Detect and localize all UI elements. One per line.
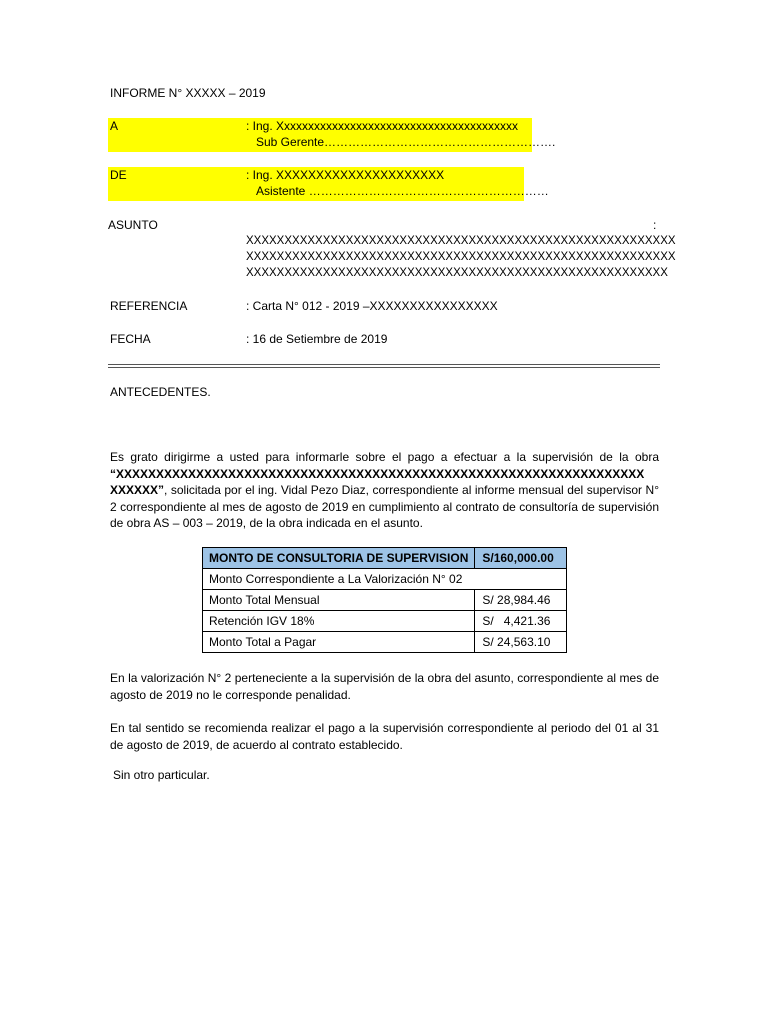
subject-line-1: XXXXXXXXXXXXXXXXXXXXXXXXXXXXXXXXXXXXXXXXXXXXXXXXXXXXXXXX	[246, 235, 676, 247]
reference-label: REFERENCIA	[110, 299, 188, 313]
from-line1: : Ing. XXXXXXXXXXXXXXXXXXXXX	[246, 168, 445, 182]
subject-line-3: XXXXXXXXXXXXXXXXXXXXXXXXXXXXXXXXXXXXXXXXXXXXXXXXXXXXXXX	[246, 267, 668, 279]
from-line2: Asistente ……………………………………………………	[256, 184, 549, 198]
table-header-value: S/160,000.00	[475, 548, 567, 569]
subject-label: ASUNTO	[108, 218, 158, 232]
to-line2: Sub Gerente………………………………………………….	[256, 135, 556, 149]
to-label: A	[110, 119, 119, 133]
table-subtitle: Monto Correspondiente a La Valorización N° 02	[203, 569, 567, 590]
paragraph-antecedentes	[110, 449, 659, 532]
divider-rule-bottom	[108, 367, 660, 368]
paragraph-penalty: En la valorización N° 2 perteneciente a la supervisión de la obra del asunto, correspondiente al mes de agosto de 2019 no le corresponde penalidad.	[110, 671, 659, 702]
table-subtitle-row	[203, 569, 567, 590]
report-title: INFORME N° XXXXX – 2019	[110, 86, 266, 100]
table-row-label: Monto Total Mensual	[203, 590, 475, 611]
para1-rest: , solicitada por el ing. Vidal Pezo Diaz, correspondiente al informe mensual del supervisor N° 2 correspondiente al mes de agosto de 2019 en cumplimiento al contrato de consultoría de supervisión de obra AS – 003 – 2019, de la obra indicada en el asunto.	[110, 483, 659, 530]
table-row-label: Retención IGV 18%	[203, 611, 475, 632]
section-heading: ANTECEDENTES.	[110, 385, 211, 399]
subject-line-2: XXXXXXXXXXXXXXXXXXXXXXXXXXXXXXXXXXXXXXXXXXXXXXXXXXXXXXXX	[246, 251, 676, 263]
table-row	[203, 611, 567, 632]
to-line1: : Ing. Xxxxxxxxxxxxxxxxxxxxxxxxxxxxxxxxxxxxxxxx	[246, 119, 519, 133]
from-label: DE	[110, 168, 127, 182]
table-header-label: MONTO DE CONSULTORIA DE SUPERVISION	[203, 548, 475, 569]
divider-rule-top	[108, 364, 660, 365]
para1-intro: Es grato dirigirme a usted para informarle sobre el pago a efectuar a la supervisión de la obra	[110, 450, 659, 464]
closing-text: Sin otro particular.	[113, 768, 210, 782]
table-row-value: S/ 24,563.10	[475, 632, 567, 653]
table-row-label: Monto Total a Pagar	[203, 632, 475, 653]
table-row-value: S/ 4,421.36	[475, 611, 567, 632]
subject-colon: :	[653, 218, 657, 232]
paragraph-recommendation: En tal sentido se recomienda realizar el pago a la supervisión correspondiente al periodo del 01 al 31 de agosto de 2019, de acuerdo al contrato establecido.	[110, 721, 659, 752]
table-header-row	[203, 548, 567, 569]
table-row	[203, 590, 567, 611]
reference-value: : Carta N° 012 - 2019 –XXXXXXXXXXXXXXXX	[246, 299, 498, 313]
date-label: FECHA	[110, 332, 151, 346]
table-row	[203, 632, 567, 653]
table-row-value: S/ 28,984.46	[475, 590, 567, 611]
date-value: : 16 de Setiembre de 2019	[246, 332, 388, 346]
amounts-table	[202, 547, 567, 653]
para1-bold-work-name: “XXXXXXXXXXXXXXXXXXXXXXXXXXXXXXXXXXXXXXXXXXXXXXXXXXXXXXXXXXXXXXXXXX XXXXXX”	[110, 466, 645, 497]
